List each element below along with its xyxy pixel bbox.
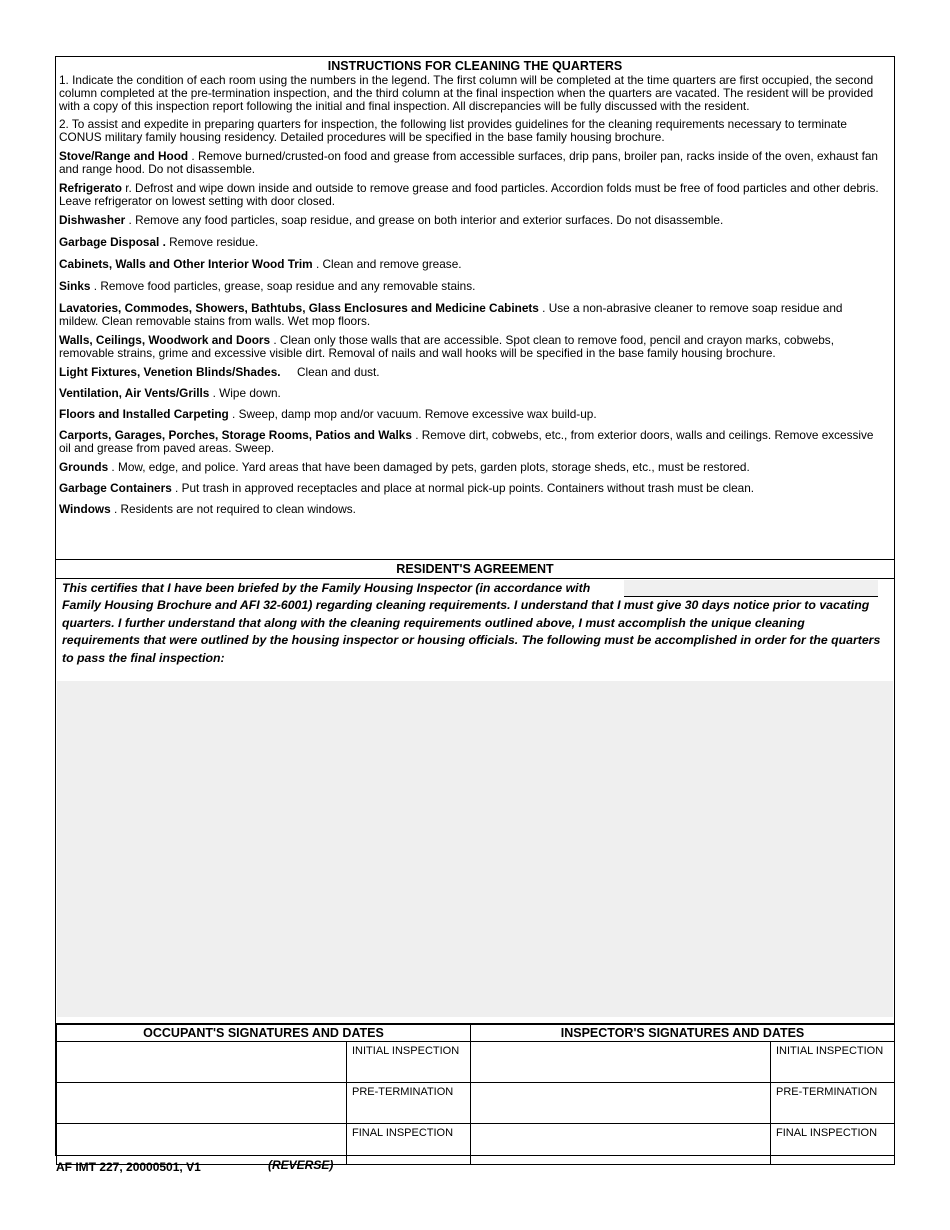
instruction-item — [59, 366, 882, 379]
item-term: Windows — [59, 502, 111, 516]
item-text: . Clean only those walls that are accessible. Spot clean to remove food, pencil and crayon marks, cobwebs, removable strains, grime and excessive visible dirt. Removal of nails and wall hooks will be specified in the base family housing brochure. — [59, 333, 834, 360]
signature-row — [57, 1124, 895, 1165]
item-term: Floors and Installed Carpeting — [59, 407, 229, 421]
cleaning-form — [55, 56, 895, 1156]
inspection-label: INITIAL INSPECTION — [347, 1042, 471, 1083]
item-text: . Remove any food particles, soap residue, and grease on both interior and exterior surfaces. Do not disassemble. — [125, 213, 724, 227]
item-term: Cabinets, Walls and Other Interior Wood Trim — [59, 257, 313, 271]
inspection-label: PRE-TERMINATION — [347, 1083, 471, 1124]
agreement-line1: This certifies that I have been briefed by the Family Housing Inspector (in accordance with — [62, 581, 591, 595]
instruction-item — [59, 429, 882, 455]
item-term: Grounds — [59, 460, 109, 474]
instruction-item — [59, 280, 882, 293]
item-term: Refrigerato — [59, 181, 122, 195]
instruction-item — [59, 503, 882, 516]
item-term: Light Fixtures, Venetion Blinds/Shades. — [59, 365, 281, 379]
item-term: Garbage Disposal . — [59, 235, 166, 249]
item-text: . Use a non-abrasive cleaner to remove soap residue and mildew. Clean removable stains from walls. Wet mop floors. — [59, 301, 843, 328]
inspection-label: FINAL INSPECTION — [771, 1124, 895, 1165]
agreement-title: RESIDENT'S AGREEMENT — [396, 562, 554, 576]
item-term: Ventilation, Air Vents/Grills — [59, 386, 210, 400]
inspector-signatures-header: INSPECTOR'S SIGNATURES AND DATES — [471, 1025, 895, 1042]
inspection-label: PRE-TERMINATION — [771, 1083, 895, 1124]
unique-requirements-field[interactable] — [57, 681, 893, 1017]
item-text: . Remove food particles, grease, soap residue and any removable stains. — [90, 279, 476, 293]
instructions-section — [56, 57, 894, 560]
instruction-item — [59, 258, 882, 271]
occupant-signatures-header: OCCUPANT'S SIGNATURES AND DATES — [57, 1025, 471, 1042]
agreement-text — [62, 580, 884, 667]
item-text: . Clean and remove grease. — [312, 257, 462, 271]
item-term: Garbage Containers — [59, 481, 172, 495]
inspector-signature-field[interactable] — [471, 1124, 771, 1165]
item-text: . Sweep, damp mop and/or vacuum. Remove excessive wax build-up. — [228, 407, 597, 421]
item-text: . Put trash in approved receptacles and place at normal pick-up points. Containers without trash must be clean. — [171, 481, 755, 495]
form-id: AF IMT 227, 20000501, V1 — [56, 1160, 201, 1174]
instructions-title: INSTRUCTIONS FOR CLEANING THE QUARTERS — [327, 59, 623, 73]
instructions-body — [56, 74, 894, 516]
instruction-item — [59, 214, 882, 227]
instruction-item — [59, 461, 882, 474]
intro-paragraph: 2. To assist and expedite in preparing quarters for inspection, the following list provides guidelines for the cleaning requirements necessary to terminate CONUS military family housing residency. Detailed procedures will be specified in the base family housing brochure. — [59, 117, 847, 144]
instruction-item — [59, 182, 882, 208]
item-text: . Wipe down. — [209, 386, 281, 400]
instruction-item — [59, 302, 882, 328]
instruction-item — [59, 482, 882, 495]
instruction-item — [59, 334, 882, 360]
item-text: . Residents are not required to clean windows. — [110, 502, 356, 516]
agreement-body: Family Housing Brochure and AFI 32-6001) regarding cleaning requirements. I understand that I must give 30 days notice prior to vacating quarters. I further understand that along with the cleaning requirements outlined above, I must accomplish the unique cleaning requirements that were outlined by the housing inspector or housing officials. The following must be accomplished in order for the quarters to pass the final inspection: — [62, 598, 881, 665]
occupant-signature-field[interactable] — [57, 1083, 347, 1124]
page-side: (REVERSE) — [268, 1158, 334, 1172]
item-term: Sinks — [59, 279, 91, 293]
inspector-signature-field[interactable] — [471, 1083, 771, 1124]
item-term: Carports, Garages, Porches, Storage Rooms, Patios and Walks — [59, 428, 412, 442]
section-divider — [56, 559, 894, 560]
instruction-item — [59, 150, 882, 176]
item-term: Dishwasher — [59, 213, 126, 227]
item-text: . Mow, edge, and police. Yard areas that have been damaged by pets, garden plots, storage sheds, etc., must be restored. — [108, 460, 750, 474]
instruction-item — [59, 236, 882, 249]
item-term: Lavatories, Commodes, Showers, Bathtubs, Glass Enclosures and Medicine Cabinets — [59, 301, 539, 315]
signature-row — [57, 1042, 895, 1083]
inspector-signature-field[interactable] — [471, 1042, 771, 1083]
item-text: Clean and dust. — [280, 365, 380, 379]
item-term: Walls, Ceilings, Woodwork and Doors — [59, 333, 271, 347]
inspection-label: FINAL INSPECTION — [347, 1124, 471, 1165]
item-text: . Remove dirt, cobwebs, etc., from exterior doors, walls and ceilings. Remove excessive oil and grease from paved areas. Sweep. — [59, 428, 874, 455]
inspection-label: INITIAL INSPECTION — [771, 1042, 895, 1083]
instruction-item — [59, 408, 882, 421]
item-text: Remove residue. — [165, 235, 259, 249]
occupant-signature-field[interactable] — [57, 1042, 347, 1083]
item-text: . Remove burned/crusted-on food and grease from accessible surfaces, drip pans, broiler pan, racks inside of the oven, exhaust fan and range hood. Do not disassemble. — [59, 149, 878, 176]
signature-table — [56, 1024, 895, 1165]
instruction-item — [59, 387, 882, 400]
section-divider — [56, 578, 894, 579]
signature-row — [57, 1083, 895, 1124]
intro-paragraph: 1. Indicate the condition of each room using the numbers in the legend. The first column will be completed at the time quarters are first occupied, the second column completed at the pre-termination inspection, and the third column at the final inspection when the quarters are vacated. The resident will be provided with a copy of this inspection report following the initial and final inspection. All discrepancies will be fully discussed with the resident. — [59, 73, 874, 113]
base-brochure-field[interactable] — [624, 580, 878, 597]
item-term: Stove/Range and Hood — [59, 149, 189, 163]
item-text: r. Defrost and wipe down inside and outside to remove grease and food particles. Accordion folds must be free of food particles and other debris. Leave refrigerator on lowest setting with door closed. — [59, 181, 879, 208]
